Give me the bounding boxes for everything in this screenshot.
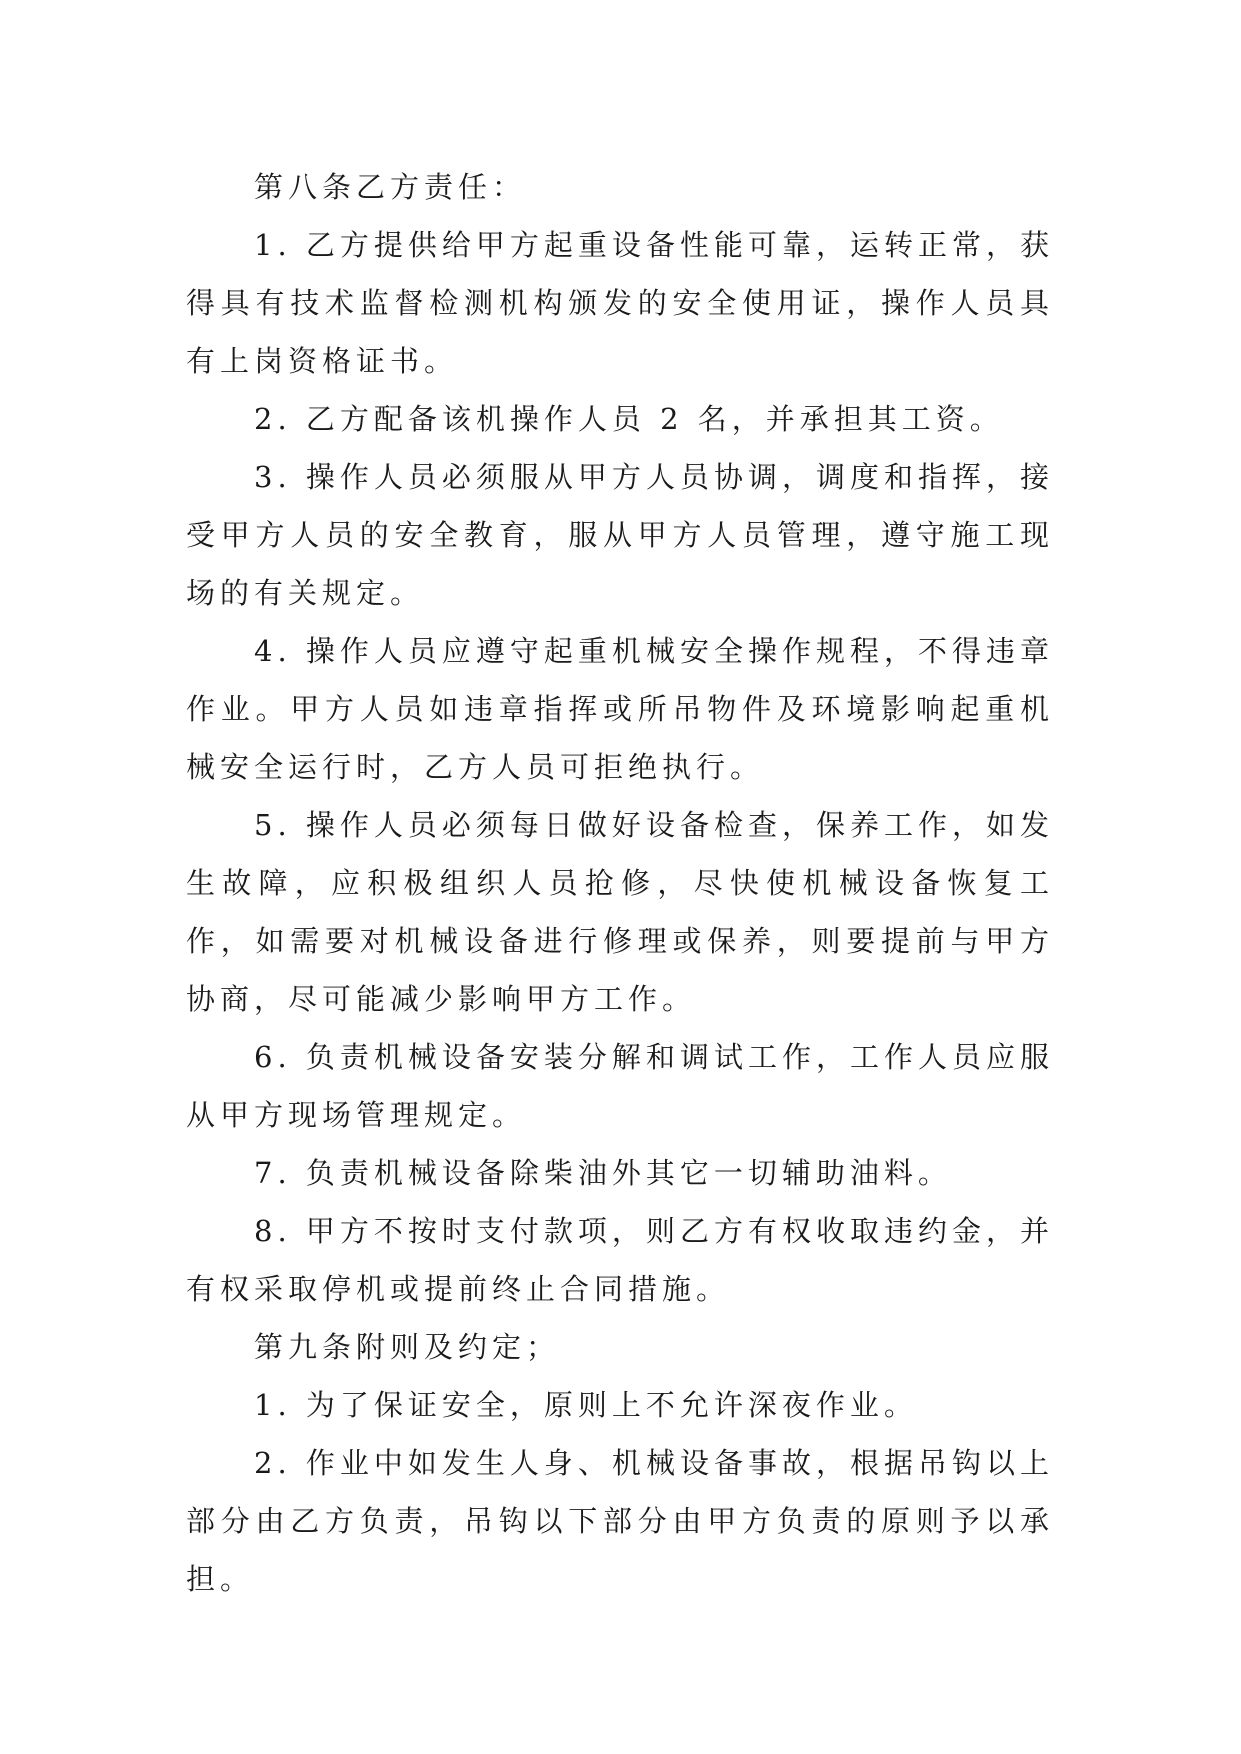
article-8-clause-8: 8. 甲方不按时支付款项，则乙方有权收取违约金，并有权采取停机或提前终止合同措施。 [186,1214,1054,1306]
article-8-clause-1: 1. 乙方提供给甲方起重设备性能可靠，运转正常，获得具有技术监督检测机构颁发的安全使用证，操作人员具有上岗资格证书。 [186,228,1054,378]
article-8-clause-7: 7. 负责机械设备除柴油外其它一切辅助油料。 [254,1156,952,1190]
document-body [186,158,1054,1608]
article-8-clause-5: 5. 操作人员必须每日做好设备检查，保养工作，如发生故障，应积极组织人员抢修，尽快使机械设备恢复工作，如需要对机械设备进行修理或保养，则要提前与甲方协商，尽可能减少影响甲方工作。 [186,808,1054,1016]
article-9-clause-2: 2. 作业中如发生人身、机械设备事故，根据吊钩以上部分由乙方负责，吊钩以下部分由甲方负责的原则予以承担。 [186,1446,1054,1596]
article-8-clause-4: 4. 操作人员应遵守起重机械安全操作规程，不得违章作业。甲方人员如违章指挥或所吊物件及环境影响起重机械安全运行时，乙方人员可拒绝执行。 [186,634,1054,784]
article-8-clause-6: 6. 负责机械设备安装分解和调试工作，工作人员应服从甲方现场管理规定。 [186,1040,1054,1132]
article-9-clause-1: 1. 为了保证安全，原则上不允许深夜作业。 [254,1388,918,1422]
article-9-heading: 第九条附则及约定； [254,1330,561,1364]
article-8-clause-2: 2. 乙方配备该机操作人员 2 名，并承担其工资。 [254,402,1004,436]
article-8-clause-3: 3. 操作人员必须服从甲方人员协调，调度和指挥，接受甲方人员的安全教育，服从甲方人员管理，遵守施工现场的有关规定。 [186,460,1054,610]
article-8-heading: 第八条乙方责任： [254,170,527,204]
